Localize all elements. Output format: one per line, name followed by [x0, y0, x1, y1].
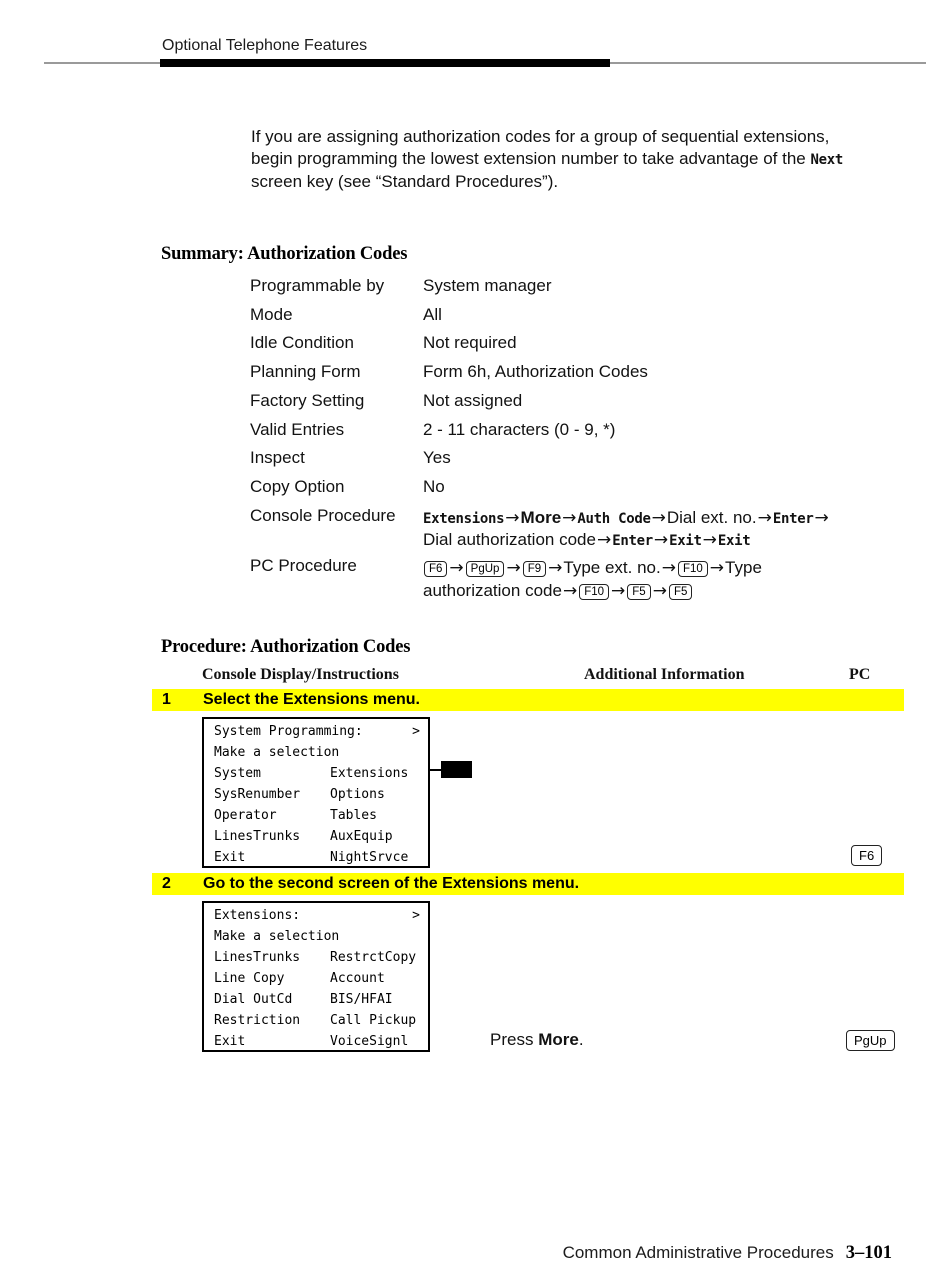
- keycap-pgup: PgUp: [466, 561, 505, 577]
- menu-item: Exit: [214, 850, 246, 865]
- text-segment: Auth Code: [577, 511, 651, 527]
- summary-label: Valid Entries: [250, 420, 345, 439]
- footer-section-title: Common Administrative Procedures: [562, 1243, 834, 1262]
- text-segment: authorization code: [423, 581, 562, 600]
- page-header-title: Optional Telephone Features: [162, 37, 368, 54]
- console-screen-2: [202, 901, 430, 1052]
- menu-item: BIS/HFAI: [330, 992, 393, 1007]
- column-header-console: Console Display/Instructions: [202, 666, 399, 683]
- arrow-glyph: →: [449, 558, 464, 578]
- summary-value: Yes: [423, 448, 451, 467]
- menu-item: RestrctCopy: [330, 950, 417, 965]
- press-text: Press: [490, 1030, 539, 1049]
- menu-item: VoiceSignl: [330, 1034, 409, 1049]
- summary-value: Not required: [423, 333, 517, 352]
- period-text: .: [578, 1030, 584, 1049]
- more-key-label: More: [538, 1030, 579, 1049]
- keycap-f5: F5: [669, 584, 692, 600]
- menu-row: [214, 1010, 420, 1031]
- text-segment: Type: [725, 558, 762, 577]
- menu-item: Operator: [214, 808, 277, 823]
- menu-item-extensions: Extensions: [330, 766, 409, 781]
- text-segment: Extensions: [423, 511, 505, 527]
- menu-item: Restriction: [214, 1013, 301, 1028]
- page-footer: [563, 1243, 892, 1264]
- arrow-glyph: →: [814, 508, 829, 528]
- summary-value: All: [423, 305, 442, 324]
- arrow-glyph: →: [661, 558, 676, 578]
- selection-pointer-block: [441, 761, 472, 778]
- screen-more-indicator: >: [412, 908, 420, 923]
- summary-value: Not assigned: [423, 391, 523, 410]
- screen-title: System Programming:: [214, 724, 363, 739]
- summary-value: 2 - 11 characters (0 - 9, *): [423, 420, 616, 439]
- pc-procedure-line-1: [423, 556, 903, 580]
- arrow-glyph: →: [757, 508, 772, 528]
- menu-item: Exit: [214, 1034, 246, 1049]
- screen-title: Extensions:: [214, 908, 301, 923]
- arrow-glyph: →: [653, 530, 669, 550]
- keycap-f9: F9: [523, 561, 546, 577]
- menu-row: [214, 805, 420, 826]
- text-segment: Exit: [669, 533, 702, 549]
- arrow-glyph: →: [505, 508, 520, 528]
- summary-value: No: [423, 477, 445, 496]
- keycap-f6: F6: [424, 561, 447, 577]
- arrow-glyph: →: [611, 581, 626, 601]
- menu-item: SysRenumber: [214, 787, 301, 802]
- text-segment: More: [520, 508, 562, 527]
- summary-label: Inspect: [250, 448, 305, 467]
- menu-item: Options: [330, 787, 385, 802]
- arrow-glyph: →: [562, 581, 578, 601]
- text-segment: Dial authorization code: [423, 530, 596, 549]
- summary-label: Planning Form: [250, 362, 361, 381]
- arrow-glyph: →: [651, 508, 666, 528]
- step-2-number: 2: [162, 875, 171, 892]
- arrow-glyph: →: [548, 558, 563, 578]
- keycap-f10: F10: [678, 561, 708, 577]
- menu-item: NightSrvce: [330, 850, 409, 865]
- step-1-title: Select the Extensions menu.: [203, 691, 420, 708]
- summary-label: Programmable by: [250, 276, 385, 295]
- step-1-number: 1: [162, 691, 171, 708]
- summary-label: Idle Condition: [250, 333, 354, 352]
- text-segment: Dial ext. no.: [666, 508, 757, 527]
- summary-label: Factory Setting: [250, 391, 365, 410]
- pc-procedure-line-2: [423, 579, 903, 603]
- console-procedure-line-2: [423, 528, 903, 553]
- column-header-additional: Additional Information: [584, 666, 745, 683]
- arrow-glyph: →: [702, 530, 717, 550]
- arrow-glyph: →: [562, 508, 577, 528]
- menu-item: Dial OutCd: [214, 992, 293, 1007]
- intro-paragraph: [251, 126, 911, 193]
- menu-row: [214, 989, 420, 1010]
- keycap-f6: F6: [851, 845, 882, 866]
- console-procedure-label: Console Procedure: [250, 506, 396, 525]
- summary-value: System manager: [423, 276, 552, 295]
- summary-label: Mode: [250, 305, 293, 324]
- intro-line-2: [251, 148, 911, 171]
- menu-row: [214, 826, 420, 847]
- menu-row: [214, 1031, 420, 1052]
- menu-item: Call Pickup: [330, 1013, 417, 1028]
- keycap-f10: F10: [579, 584, 609, 600]
- screen-subtitle: Make a selection: [214, 745, 340, 760]
- screen-more-indicator: >: [412, 724, 420, 739]
- text-segment: Enter: [772, 511, 814, 527]
- additional-info-press-more: [490, 1030, 584, 1050]
- step-1-highlight: [152, 689, 904, 711]
- menu-row: [214, 763, 420, 784]
- console-screen-1: [202, 717, 430, 868]
- step-2-title: Go to the second screen of the Extensions menu.: [203, 875, 580, 892]
- text-segment: begin programming the lowest extension number to take advantage of the: [251, 149, 811, 168]
- arrow-glyph: →: [652, 581, 667, 601]
- menu-item: Line Copy: [214, 971, 285, 986]
- menu-row: [214, 968, 420, 989]
- menu-item: Tables: [330, 808, 377, 823]
- menu-row: [214, 847, 420, 868]
- text-segment: Type ext. no.: [563, 558, 661, 577]
- menu-row: [214, 784, 420, 805]
- column-header-pc: PC: [849, 666, 871, 683]
- text-segment: Next: [810, 152, 843, 168]
- menu-row: [214, 947, 420, 968]
- menu-item: AuxEquip: [330, 829, 393, 844]
- summary-label: Copy Option: [250, 477, 345, 496]
- header-black-bar: [160, 59, 610, 67]
- procedure-heading: Procedure: Authorization Codes: [161, 637, 411, 657]
- screen-title-row: [214, 905, 420, 926]
- menu-item: Account: [330, 971, 385, 986]
- keycap-f5: F5: [627, 584, 650, 600]
- summary-value: Form 6h, Authorization Codes: [423, 362, 648, 381]
- arrow-glyph: →: [709, 558, 725, 578]
- summary-heading: Summary: Authorization Codes: [161, 244, 408, 264]
- intro-line-1: If you are assigning authorization codes for a group of sequential extensions,: [251, 127, 830, 146]
- footer-page-number: 3–101: [845, 1243, 892, 1263]
- menu-item: LinesTrunks: [214, 829, 301, 844]
- arrow-glyph: →: [596, 530, 612, 550]
- menu-item: LinesTrunks: [214, 950, 301, 965]
- text-segment: Enter: [612, 533, 653, 549]
- pc-procedure-label: PC Procedure: [250, 556, 357, 575]
- keycap-pgup: PgUp: [846, 1030, 895, 1051]
- intro-line-3: screen key (see “Standard Procedures”).: [251, 172, 559, 191]
- screen-title-row: [214, 721, 420, 742]
- step-2-highlight: [152, 873, 904, 895]
- arrow-glyph: →: [506, 558, 521, 578]
- screen-subtitle: Make a selection: [214, 929, 340, 944]
- text-segment: Exit: [717, 533, 751, 549]
- menu-item: System: [214, 766, 261, 781]
